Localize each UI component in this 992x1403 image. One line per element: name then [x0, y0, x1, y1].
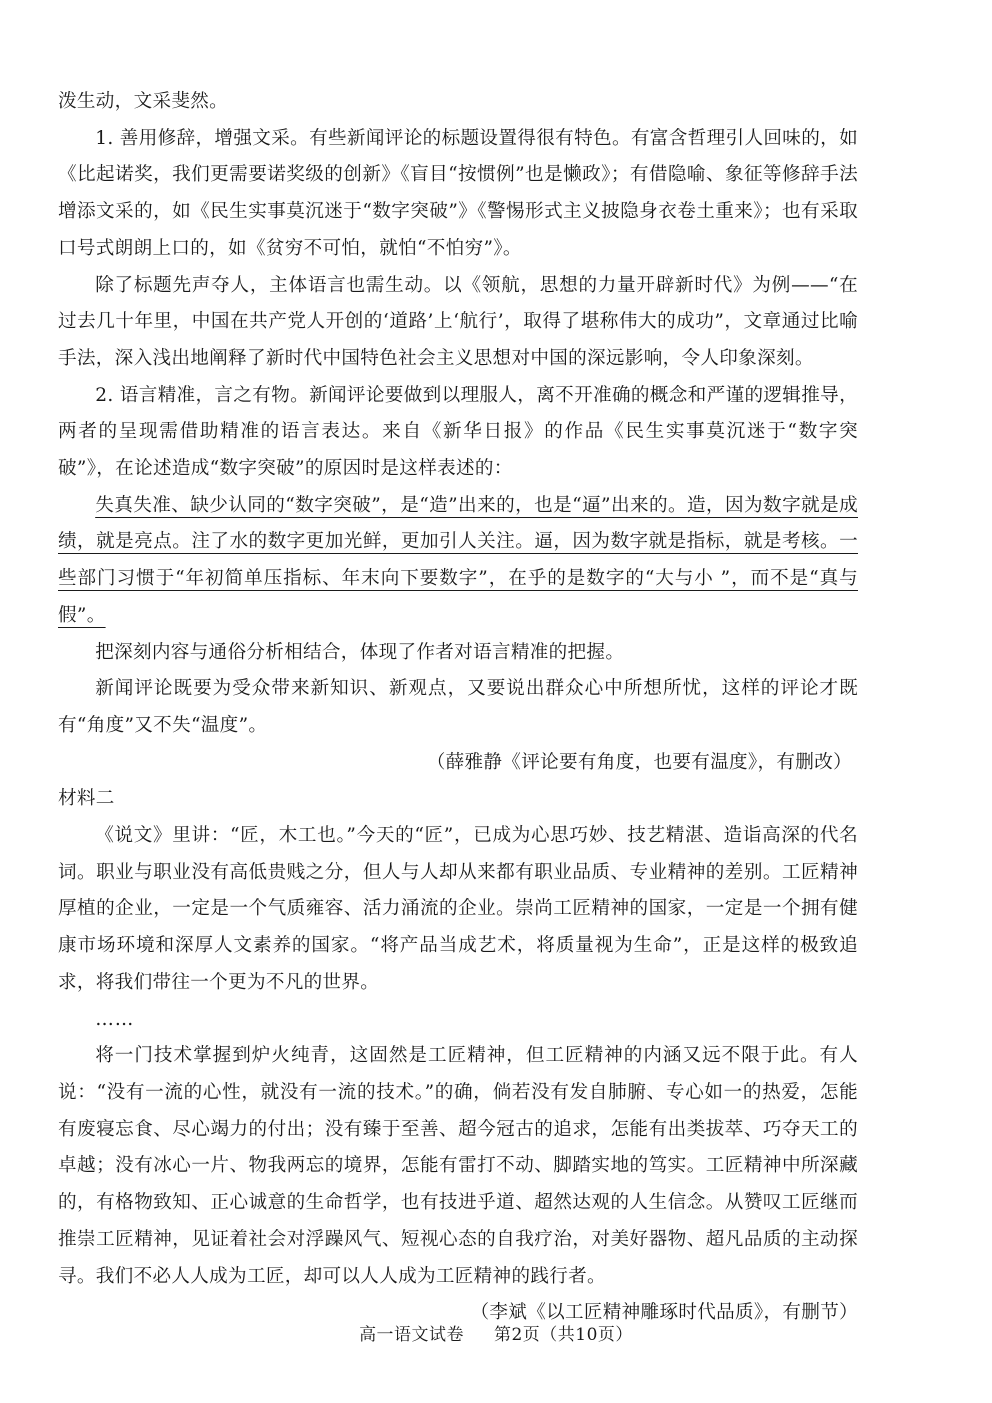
- continuation-line: 泼生动，文采斐然。: [58, 91, 229, 112]
- page-content: [58, 84, 858, 1332]
- source-citation-2: （李斌《以工匠精神雕琢时代品质》，有删节）: [470, 1302, 858, 1324]
- paragraph-precise-language: 2. 语言精准，言之有物。新闻评论要做到以理服人，离不开准确的概念和严谨的逻辑推导，两者的呈现需借助精准的语言表达。来自《新华日报》的作品《民生实事莫沉迷于“数字突破”》，在论述造成“数字突破”的原因时是这样表述的：: [58, 384, 858, 480]
- page-number: 第2页（共10页）: [493, 1325, 633, 1345]
- paragraph-conclusion: 新闻评论既要为受众带来新知识、新观点，又要说出群众心中所想所忧，这样的评论才既有“角度”又不失“温度”。: [58, 678, 858, 736]
- paragraph-summary: 把深刻内容与通俗分析相结合，体现了作者对语言精准的把握。: [95, 641, 625, 663]
- paragraph-craftsman-meaning: 《说文》里讲：“匠，木工也。”今天的“匠”，已成为心思巧妙、技艺精湛、造诣高深的代名词。职业与职业没有高低贵贱之分，但人与人却从来都有职业品质、专业精神的差别。工匠精神厚植的企业，一定是一个气质雍容、活力涌流的企业。崇尚工匠精神的国家，一定是一个拥有健康市场环境和深厚人文素养的国家。“将产品当成艺术，将质量视为生命”，正是这样的极致追求，将我们带往一个更为不凡的世界。: [58, 825, 858, 993]
- paragraph-rhetoric: 1. 善用修辞，增强文采。有些新闻评论的标题设置得很有特色。有富含哲理引人回味的，如《比起诺奖，我们更需要诺奖级的创新》《盲目“按惯例”也是懒政》；有借隐喻、象征等修辞手法增添文采的，如《民生实事莫沉迷于“数字突破”》《警惕形式主义披隐身衣卷土重来》；也有采取口号式朗朗上口的，如《贫穷不可怕，就怕“不怕穷”》。: [58, 127, 858, 259]
- page-footer: [0, 1323, 992, 1347]
- underlined-quote: 失真失准、缺少认同的“数字突破”，是“造”出来的，也是“逼”出来的。造，因为数字就是成绩，就是亮点。注了水的数字更加光鲜，更加引人关注。逼，因为数字就是指标，就是考核。一些部门习惯于“年初简单压指标、年末向下要数字”，在乎的是数字的“大与小 ”，而不是“真与假”。: [58, 494, 858, 626]
- exam-title: 高一语文试卷: [359, 1325, 465, 1345]
- paragraph-craftsman-spirit: 将一门技术掌握到炉火纯青，这固然是工匠精神，但工匠精神的内涵又远不限于此。有人说：“没有一流的心性，就没有一流的技术。”的确，倘若没有发自肺腑、专心如一的热爱，怎能有废寝忘食、尽心竭力的付出；没有臻于至善、超今冠古的追求，怎能有出类拔萃、巧夺天工的卓越；没有冰心一片、物我两忘的境界，怎能有雷打不动、脚踏实地的笃实。工匠精神中所深藏的，有格物致知、正心诚意的生命哲学，也有技进乎道、超然达观的人生信念。从赞叹工匠继而推崇工匠精神，见证着社会对浮躁风气、短视心态的自我疗治，对美好器物、超凡品质的主动探寻。我们不必人人成为工匠，却可以人人成为工匠精神的践行者。: [58, 1045, 858, 1287]
- source-citation-1: （薛雅静《评论要有角度，也要有温度》，有删改）: [426, 751, 852, 773]
- ellipsis: ……: [95, 1008, 135, 1030]
- material-two-heading: 材料二: [58, 788, 115, 810]
- paragraph-main-language: 除了标题先声夺人，主体语言也需生动。以《领航，思想的力量开辟新时代》为例——“在过去几十年里，中国在共产党人开创的‘道路’上‘航行’，取得了堪称伟大的成功”，文章通过比喻手法，深入浅出地阐释了新时代中国特色社会主义思想对中国的深远影响，令人印象深刻。: [58, 274, 858, 369]
